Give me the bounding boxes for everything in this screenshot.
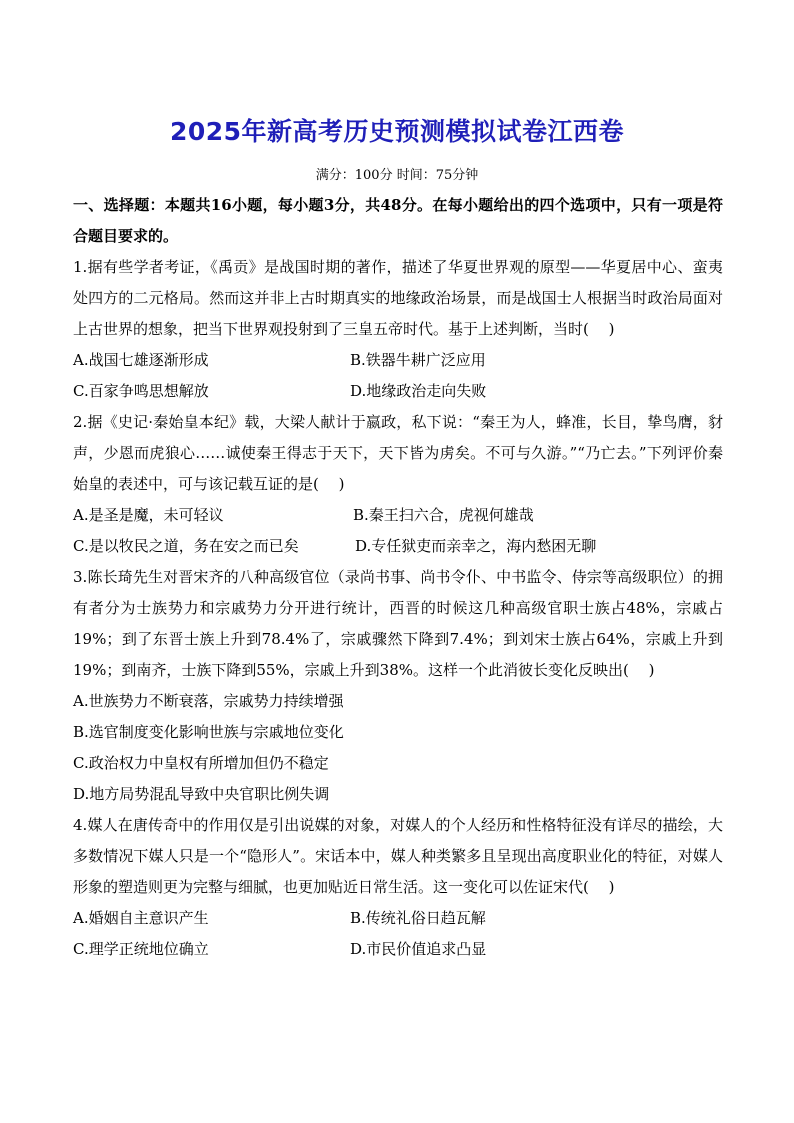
question-3 <box>73 562 723 810</box>
option-row <box>73 934 723 965</box>
option-c: C.百家争鸣思想解放 <box>73 382 209 400</box>
question-stem: 1.据有些学者考证，《禹贡》是战国时期的著作，描述了华夏世界观的原型——华夏居中心、蛮夷处四方的二元格局。然而这并非上古时期真实的地缘政治场景，而是战国士人根据当时政治局面对上古世界的想象，把当下世界观投射到了三皇五帝时代。基于上述判断，当时( ) <box>73 258 723 338</box>
option-d: D.专任狱吏而亲幸之，海内愁困无聊 <box>355 537 597 555</box>
option-a: A.是圣是魔，未可轻议 <box>73 506 224 524</box>
question-4 <box>73 810 723 965</box>
option-c: C.理学正统地位确立 <box>73 940 209 958</box>
question-stem: 3.陈长琦先生对晋宋齐的八种高级官位（录尚书事、尚书令仆、中书监令、侍宗等高级职位）的拥有者分为士族势力和宗戚势力分开进行统计，西晋的时候这几种高级官职士族占48%，宗戚占19%；到了东晋士族上升到78.4%了，宗戚骤然下降到7.4%；到刘宋士族占64%，宗戚上升到19%；到南齐，士族下降到55%，宗戚上升到38%。这样一个此消彼长变化反映出( ) <box>73 568 723 679</box>
option-a: A.战国七雄逐渐形成 <box>73 351 209 369</box>
option-d: D.地缘政治走向失败 <box>350 382 487 400</box>
question-stem: 2.据《史记·秦始皇本纪》载，大梁人献计于嬴政，私下说：“秦王为人，蜂准，长目，挚鸟膺，豺声，少恩而虎狼心……诚使秦王得志于天下，天下皆为虏矣。不可与久游。”“乃亡去。”下列评价秦始皇的表述中，可与该记载互证的是( ) <box>73 413 723 493</box>
option-d: D.市民价值追求凸显 <box>350 940 487 958</box>
option-row <box>73 531 723 562</box>
option-row <box>73 376 723 407</box>
page-title: 2025年新高考历史预测模拟试卷江西卷 <box>169 117 625 146</box>
option-row <box>73 345 723 376</box>
question-1 <box>73 252 723 407</box>
option-b: B.秦王扫六合，虎视何雄哉 <box>353 506 534 524</box>
option-a: A.世族势力不断衰落，宗戚势力持续增强 <box>73 692 344 710</box>
option-row <box>73 903 723 934</box>
option-row <box>73 500 723 531</box>
option-b: B.传统礼俗日趋瓦解 <box>350 909 486 927</box>
option-a: A.婚姻自主意识产生 <box>73 909 209 927</box>
exam-content <box>73 190 723 965</box>
option-d: D.地方局势混乱导致中央官职比例失调 <box>73 785 330 803</box>
exam-meta: 满分：100分 时间：75分钟 <box>315 168 479 183</box>
option-c: C.政治权力中皇权有所增加但仍不稳定 <box>73 754 329 772</box>
option-b: B.选官制度变化影响世族与宗戚地位变化 <box>73 723 344 741</box>
option-b: B.铁器牛耕广泛应用 <box>350 351 486 369</box>
question-stem: 4.媒人在唐传奇中的作用仅是引出说媒的对象，对媒人的个人经历和性格特征没有详尽的描绘，大多数情况下媒人只是一个“隐形人”。宋话本中，媒人种类繁多且呈现出高度职业化的特征，对媒人形象的塑造则更为完整与细腻，也更加贴近日常生活。这一变化可以佐证宋代( ) <box>73 816 723 896</box>
option-c: C.是以牧民之道，务在安之而已矣 <box>73 537 299 555</box>
question-2 <box>73 407 723 562</box>
section-heading: 一、选择题：本题共16小题，每小题3分，共48分。在每小题给出的四个选项中，只有一项是符合题目要求的。 <box>73 196 723 245</box>
